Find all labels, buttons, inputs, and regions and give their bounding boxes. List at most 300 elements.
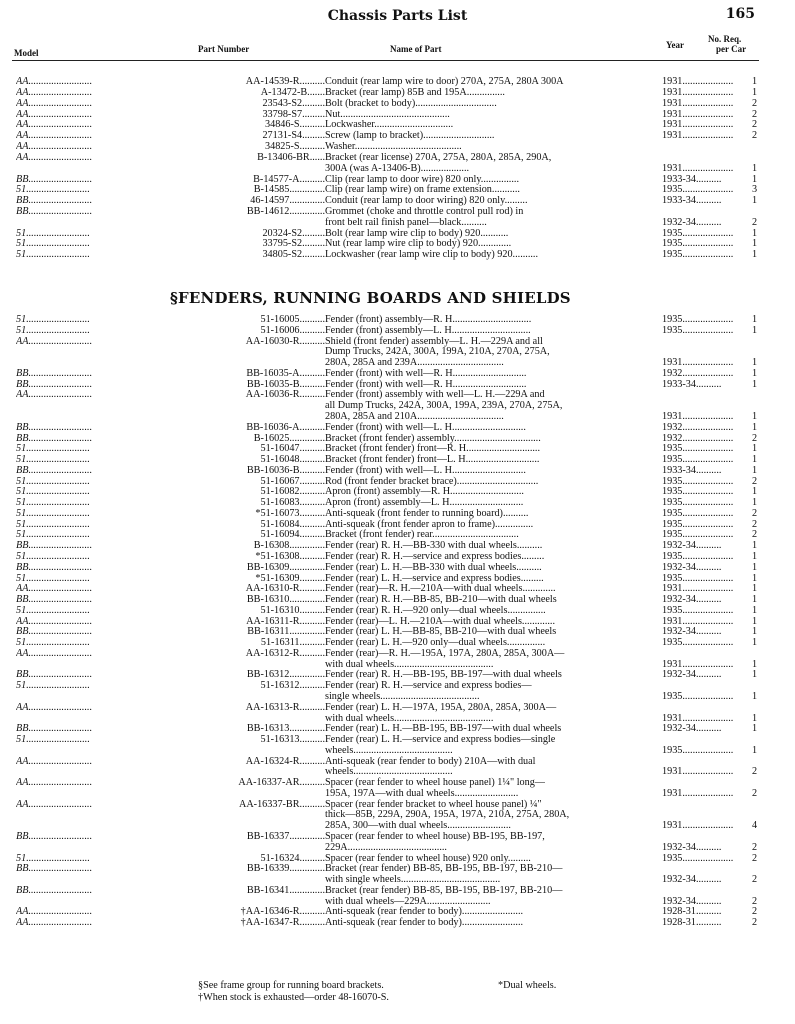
model-cell: BB......................... [16,723,93,735]
model-cell: 51......................... [16,227,90,239]
part-name-cell: Fender (rear) R. H.—service and express bodies......... [325,550,545,562]
part-number-cell: BB-16311.............. [247,626,325,638]
year-cell: 1932.................... [662,432,734,444]
year-cell: 1932.................... [662,421,734,433]
quantity-cell: 1 [752,76,758,87]
quantity-cell: 1 [752,604,758,616]
part-name-cell: Screw (lamp to bracket)............................ [325,130,495,142]
year-cell: 1931.................... [662,86,734,98]
table-row [0,906,795,917]
part-name-cell: Conduit (rear lamp to door wiring) 820 only......... [325,195,528,207]
quantity-cell: 1 [752,669,758,681]
part-number-cell: AA-16311-R.......... [246,615,325,627]
year-cell: 1932-34.......... [662,540,722,552]
quantity-cell: 1 [752,583,758,595]
footnote-stock: †When stock is exhausted—order 48-16070-S. [198,992,389,1003]
part-number-cell: 34805-S2......... [262,249,325,261]
model-cell: 51......................... [16,324,90,336]
table-row [0,87,795,98]
part-name-cell: Bracket (front fender) front—R. H............................. [325,443,541,455]
year-cell: 1935.................... [662,518,734,530]
quantity-cell: 1 [752,572,758,584]
year-cell: 1935.................... [662,314,734,325]
part-number-cell: BB-16313.............. [246,723,325,735]
model-cell: BB......................... [16,367,93,379]
quantity-cell: 1 [752,615,758,627]
part-name-cell: Fender (rear) L. H.—BB-330 with dual wheels.......... [325,561,542,573]
part-name-cell: Fender (rear) L. H.—BB-195, BB-197—with dual wheels [325,723,562,735]
model-cell: 51......................... [16,637,90,649]
year-cell: 1931.................... [662,410,734,422]
model-cell: 51......................... [16,550,90,562]
part-number-cell: AA-16313-R.......... [245,701,325,713]
part-name-cell: Fender (front) with well—L. H............................. [325,421,526,433]
table-row [0,616,795,627]
year-cell: 1932-34.......... [662,669,722,681]
year-cell: 1933-34.......... [662,173,722,185]
year-cell: 1935.................... [662,691,734,702]
table-row [0,896,795,907]
part-name-cell: with dual wheels....................................... [325,712,494,724]
page-title: Chassis Parts List [327,8,468,24]
model-cell: 51......................... [16,238,90,250]
part-name-cell: Dump Trucks, 242A, 300A, 199A, 210A, 270A, 275A, [325,346,550,358]
model-cell: BB......................... [16,421,93,433]
model-cell: BB......................... [16,464,93,476]
part-number-cell: 51-16324.......... [260,852,325,864]
part-name-cell: Washer.......................................... [325,141,462,152]
table-row [0,195,795,206]
table-row [0,184,795,195]
quantity-cell: 1 [752,497,758,509]
part-number-cell: 34846-S.......... [265,119,325,131]
model-cell: AA......................... [16,97,93,109]
part-name-cell: Fender (rear) R. H.—service and express bodies— [325,680,532,692]
model-cell: 51......................... [16,475,90,487]
year-cell: 1931.................... [662,97,734,109]
year-cell: 1932-34.......... [662,841,722,853]
part-number-cell: 46-14597.............. [250,195,325,207]
part-name-cell: 195A, 197A—with dual wheels......................... [325,787,519,799]
model-cell: AA......................... [16,615,93,627]
year-cell: 1935.................... [662,324,734,336]
table-row [0,540,795,551]
part-number-cell: 51-16083.......... [260,497,325,509]
model-cell: 51......................... [16,184,90,196]
part-name-cell: Bracket (front fender) front—L. H............................. [325,454,540,465]
part-number-cell: 51-16005.......... [260,314,325,325]
table-row [0,325,795,336]
quantity-cell: 1 [752,658,758,670]
year-cell: 1932-34.......... [662,895,722,907]
footnote-dual-wheels: *Dual wheels. [498,980,557,991]
part-name-cell: Fender (rear) L. H.—BB-85, BB-210—with dual wheels [325,626,557,638]
part-number-cell: B-14577-A.......... [253,173,325,185]
table-row [0,174,795,185]
model-cell: 51......................... [16,734,90,745]
part-number-cell: 27131-S4......... [262,130,325,142]
model-cell: AA......................... [16,389,93,401]
part-name-cell: 229A....................................... [325,841,447,853]
part-number-cell: B-13406-BR...... [257,151,325,163]
part-name-cell: Anti-squeak (rear fender to body)........................ [325,917,524,929]
quantity-cell: 2 [752,906,758,918]
part-name-cell: with dual wheels....................................... [325,658,494,670]
part-number-cell: AA-16312-R.......... [245,647,325,659]
part-name-cell: Fender (front) assembly—L. H............................... [325,324,531,336]
part-name-cell: Anti-squeak (rear fender to body) 210A—with dual [325,755,536,767]
model-cell: 51......................... [16,604,90,616]
table-row [0,863,795,874]
model-cell: 51......................... [16,529,90,541]
model-cell: BB......................... [16,432,93,444]
year-cell: 1935.................... [662,184,734,196]
part-number-cell: BB-16035-A.......... [246,367,325,379]
part-name-cell: Lockwasher............................... [325,119,454,131]
quantity-cell: 2 [752,917,758,929]
year-cell: 1935.................... [662,550,734,562]
table-row [0,249,795,260]
table-row [0,217,795,228]
year-cell: 1933-34.......... [662,464,722,476]
quantity-cell: 1 [752,723,758,735]
model-cell: BB......................... [16,863,93,875]
model-cell: BB......................... [16,195,93,207]
table-row [0,486,795,497]
part-name-cell: Rod (front fender bracket brace)................................ [325,475,539,487]
column-header-per-car: per Car [716,44,747,54]
table-row [0,389,795,400]
part-number-cell: †AA-16347-R.......... [240,917,325,929]
model-cell: BB......................... [16,669,93,681]
model-cell: 51......................... [16,249,90,261]
model-cell: 51......................... [16,518,90,530]
part-name-cell: Fender (rear) R. H.—BB-85, BB-210—with dual wheels [325,594,557,605]
part-name-cell: Fender (rear) R. H.—BB-195, BB-197—with dual wheels [325,669,562,681]
model-cell: BB......................... [16,626,93,638]
part-name-cell: Bracket (front fender) rear.................................. [325,529,519,541]
quantity-cell: 1 [752,454,758,465]
table-row [0,163,795,174]
part-name-cell: Fender (rear) L. H.—197A, 195A, 280A, 285A, 300A— [325,701,557,713]
part-number-cell: BB-16036-A.......... [246,421,325,433]
part-number-cell: AA-16036-R.......... [245,389,325,401]
model-cell: AA......................... [16,777,93,789]
year-cell: 1935.................... [662,572,734,584]
model-cell: BB......................... [16,206,93,217]
part-number-cell: *51-16073.......... [255,507,325,519]
year-cell: 1935.................... [662,454,734,465]
part-number-cell: BB-16312.............. [246,669,325,681]
part-name-cell: Fender (front) with well—R. H............................. [325,378,527,390]
model-cell: AA......................... [16,755,93,767]
year-cell: 1935.................... [662,249,734,261]
year-cell: 1935.................... [662,475,734,487]
table-row [0,691,795,702]
part-name-cell: Bolt (bracket to body)................................ [325,97,497,109]
part-name-cell: Apron (front) assembly—L. H............................. [325,497,524,509]
part-number-cell: BB-16310.............. [246,594,325,605]
year-cell: 1931.................... [662,357,734,369]
part-name-cell: all Dump Trucks, 242A, 300A, 199A, 239A, 270A, 275A, [325,400,563,412]
quantity-cell: 1 [752,86,758,98]
part-number-cell: AA-14539-R.......... [245,76,325,87]
table-row [0,680,795,691]
part-name-cell: 285A, 300—with dual wheels......................... [325,820,511,832]
table-row [0,238,795,249]
part-name-cell: Spacer (rear fender to wheel house) 920 only......... [325,852,531,864]
part-number-cell: 51-16006.......... [260,324,325,336]
table-row [0,745,795,756]
part-number-cell: BB-16337.............. [246,831,325,842]
quantity-cell: 1 [752,486,758,498]
table-row [0,637,795,648]
model-cell: AA......................... [16,130,93,142]
year-cell: 1931.................... [662,615,734,627]
model-cell: BB......................... [16,831,93,842]
quantity-cell: 1 [752,227,758,239]
quantity-cell: 1 [752,173,758,185]
quantity-cell: 1 [752,637,758,649]
table-row [0,529,795,540]
quantity-cell: 2 [752,216,758,228]
page-number: 165 [725,6,755,22]
model-cell: BB......................... [16,540,93,552]
year-cell: 1931.................... [662,820,734,832]
table-row [0,809,795,820]
part-number-cell: AA-16337-AR.......... [238,777,325,789]
model-cell: BB......................... [16,594,93,605]
table-row [0,433,795,444]
section-title: §FENDERS, RUNNING BOARDS AND SHIELDS [170,289,571,307]
part-name-cell: Fender (rear) R. H.—BB-330 with dual wheels.......... [325,540,543,552]
part-name-cell: Fender (front) assembly with well—L. H.—229A and [325,389,545,401]
model-cell: 51......................... [16,497,90,509]
part-number-cell: BB-16035-B.......... [246,378,325,390]
model-cell: 51......................... [16,314,90,325]
year-cell: 1931.................... [662,712,734,724]
part-name-cell: thick—85B, 229A, 290A, 195A, 197A, 210A, 275A, 280A, [325,809,570,821]
part-name-cell: Fender (rear) R. H.—920 only—dual wheels............... [325,604,546,616]
part-name-cell: Nut........................................... [325,108,450,120]
model-cell: AA......................... [16,701,93,713]
model-cell: 51......................... [16,852,90,864]
quantity-cell: 2 [752,475,758,487]
quantity-cell: 1 [752,712,758,724]
table-row [0,465,795,476]
model-cell: 51......................... [16,507,90,519]
table-row [0,141,795,152]
quantity-cell: 1 [752,691,758,702]
quantity-cell: 1 [752,314,758,325]
year-cell: 1931.................... [662,76,734,87]
table-row [0,583,795,594]
part-name-cell: Apron (front) assembly—R. H............................. [325,486,524,498]
quantity-cell: 1 [752,324,758,336]
table-row [0,206,795,217]
year-cell: 1935.................... [662,238,734,250]
year-cell: 1935.................... [662,637,734,649]
part-name-cell: Fender (rear) L. H.—service and express bodies......... [325,572,544,584]
part-name-cell: Fender (rear)—L. H.—210A—with dual wheels............. [325,615,556,627]
table-row [0,605,795,616]
model-cell: AA......................... [16,86,93,98]
column-header-year: Year [666,40,684,50]
model-cell: BB......................... [16,884,93,896]
table-row [0,723,795,734]
part-name-cell: wheels....................................... [325,744,453,756]
quantity-cell: 1 [752,550,758,562]
part-number-cell: 51-16311.......... [260,637,325,649]
table-row [0,788,795,799]
part-name-cell: Fender (rear)—R. H.—195A, 197A, 280A, 285A, 300A— [325,647,565,659]
part-number-cell: 51-16048.......... [260,454,325,465]
table-row [0,228,795,239]
part-name-cell: Bracket (rear lamp) 85B and 195A............... [325,86,505,98]
part-name-cell: 300A (was A-13406-B)................... [325,162,470,174]
part-name-cell: Fender (front) with well—L. H............................. [325,464,526,476]
model-cell: AA......................... [16,108,93,120]
part-name-cell: Spacer (rear fender to wheel house) BB-195, BB-197, [325,831,545,842]
part-number-cell: AA-16030-R.......... [245,335,325,347]
part-name-cell: 280A, 285A and 239A.................................. [325,357,504,369]
part-number-cell: 34825-S.......... [265,141,325,152]
part-name-cell: Anti-squeak (front fender apron to frame)............... [325,518,534,530]
part-name-cell: Spacer (rear fender bracket to wheel house panel) ¼" [325,798,542,810]
part-number-cell: B-16308.............. [253,540,325,552]
year-cell: 1932-34.......... [662,723,722,735]
model-cell: AA......................... [16,76,93,87]
quantity-cell: 1 [752,410,758,422]
model-cell: AA......................... [16,798,93,810]
quantity-cell: 2 [752,432,758,444]
part-name-cell: Fender (rear)—R. H.—210A—with dual wheels............. [325,583,556,595]
part-name-cell: Lockwasher (rear lamp wire clip to body) 920.......... [325,249,539,261]
quantity-cell: 1 [752,238,758,250]
part-number-cell: B-16025.............. [253,432,325,444]
part-name-cell: Fender (rear) L. H.—service and express bodies—single [325,734,556,745]
quantity-cell: 1 [752,594,758,605]
part-number-cell: 51-16084.......... [260,518,325,530]
table-row [0,799,795,810]
part-number-cell: BB-16341.............. [246,884,325,896]
year-cell: 1935.................... [662,443,734,455]
year-cell: 1935.................... [662,852,734,864]
quantity-cell: 1 [752,249,758,261]
part-number-cell: BB-16339.............. [246,863,325,875]
table-row [0,454,795,465]
quantity-cell: 2 [752,766,758,778]
quantity-cell: 2 [752,119,758,131]
table-row [0,659,795,670]
table-row [0,119,795,130]
year-cell: 1928-31.......... [662,917,722,929]
table-row [0,702,795,713]
table-row [0,713,795,724]
quantity-cell: 4 [752,820,758,832]
part-name-cell: Fender (rear) L. H.—920 only—dual wheels............... [325,637,546,649]
part-name-cell: Fender (front) with well—R. H............................. [325,367,527,379]
part-number-cell: BB-16036-B.......... [246,464,325,476]
model-cell: 51......................... [16,443,90,455]
model-cell: AA......................... [16,583,93,595]
year-cell: 1933-34.......... [662,195,722,207]
model-cell: BB......................... [16,561,93,573]
part-number-cell: BB-14612.............. [246,206,325,217]
part-number-cell: †AA-16346-R.......... [240,906,325,918]
table-row [0,476,795,487]
year-cell: 1932-34.......... [662,626,722,638]
year-cell: 1935.................... [662,507,734,519]
part-number-cell: AA-16324-R.......... [245,755,325,767]
part-name-cell: Anti-squeak (rear fender to body)........................ [325,906,524,918]
quantity-cell: 1 [752,378,758,390]
part-name-cell: Bracket (rear fender) BB-85, BB-195, BB-197, BB-210— [325,884,563,896]
quantity-cell: 2 [752,529,758,541]
quantity-cell: 3 [752,184,758,196]
quantity-cell: 2 [752,895,758,907]
quantity-cell: 1 [752,162,758,174]
model-cell: AA......................... [16,141,93,152]
table-row [0,98,795,109]
year-cell: 1935.................... [662,227,734,239]
part-name-cell: Shield (front fender) assembly—L. H.—229A and all [325,335,543,347]
quantity-cell: 2 [752,518,758,530]
quantity-cell: 2 [752,97,758,109]
model-cell: AA......................... [16,335,93,347]
part-name-cell: Clip (rear lamp wire) on frame extension........... [325,184,520,196]
part-name-cell: Conduit (rear lamp wire to door) 270A, 275A, 280A 300A [325,76,564,87]
year-cell: 1931.................... [662,766,734,778]
part-number-cell: *51-16308.......... [255,550,325,562]
part-number-cell: *51-16309.......... [255,572,325,584]
year-cell: 1932-34.......... [662,216,722,228]
part-number-cell: 51-16313.......... [260,734,325,745]
part-number-cell: AA-16337-BR.......... [238,798,325,810]
part-name-cell: Grommet (choke and throttle control pull rod) in [325,206,524,217]
column-header-part-number: Part Number [198,44,250,54]
quantity-cell: 1 [752,367,758,379]
table-row [0,853,795,864]
table-row [0,443,795,454]
model-cell: AA......................... [16,647,93,659]
part-name-cell: with single wheels....................................... [325,874,501,885]
model-cell: 51......................... [16,680,90,692]
table-row [0,777,795,788]
year-cell: 1931.................... [662,583,734,595]
table-row [0,766,795,777]
table-row [0,152,795,163]
part-number-cell: 51-16312.......... [260,680,325,692]
table-row [0,917,795,928]
part-number-cell: 51-16094.......... [260,529,325,541]
quantity-cell: 1 [752,626,758,638]
year-cell: 1931.................... [662,787,734,799]
quantity-cell: 1 [752,421,758,433]
table-row [0,508,795,519]
table-row [0,756,795,767]
year-cell: 1932-34.......... [662,561,722,573]
year-cell: 1932.................... [662,367,734,379]
year-cell: 1935.................... [662,744,734,756]
table-row [0,497,795,508]
part-name-cell: Bracket (rear license) 270A, 275A, 280A, 285A, 290A, [325,151,552,163]
part-name-cell: Clip (rear lamp to door wire) 820 only............... [325,173,519,185]
year-cell: 1932-34.......... [662,874,722,885]
model-cell: AA......................... [16,917,93,929]
table-row [0,626,795,637]
table-row [0,379,795,390]
